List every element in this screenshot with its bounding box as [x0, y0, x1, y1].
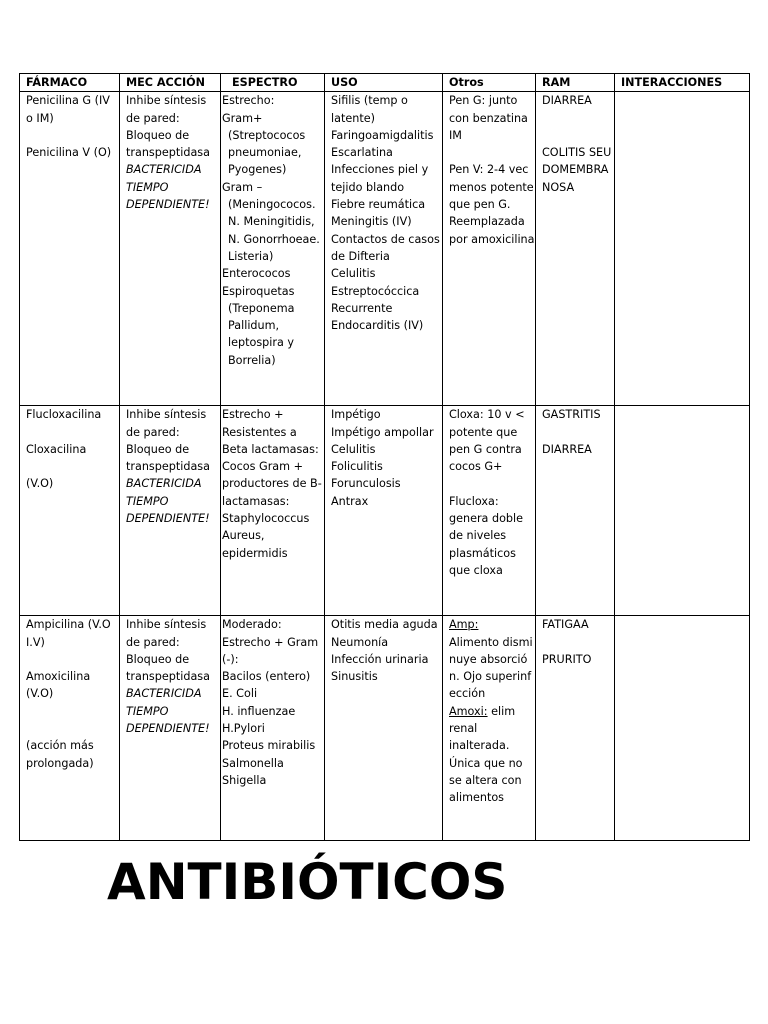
mec-text: Inhibe síntesis de pared: Bloqueo de transpeptidasa: [126, 94, 210, 160]
espectro-line: E. Coli: [222, 687, 258, 701]
espectro-line: Estrecho:: [222, 94, 275, 108]
farmaco-line: [26, 651, 119, 668]
header-uso: USO: [325, 74, 443, 92]
ram-line: GASTRITIS: [542, 408, 601, 422]
farmaco-line: Ampicilina (V.O I.V): [26, 618, 111, 649]
farmaco-line: Flucloxacilina: [26, 408, 102, 422]
uso-line: Fiebre reumática: [331, 198, 426, 212]
ram-line: FATIGAA: [542, 618, 589, 632]
espectro-line: Estrecho + Resistentes a Beta lactamasas:: [222, 408, 319, 456]
cell-interacciones: [615, 92, 750, 406]
ram-line: [542, 634, 614, 651]
otros-amoxi-label: Amoxi:: [449, 704, 488, 718]
ram-line: [542, 424, 614, 441]
otros-amoxi-text: elim renal inalterada. Única que no se altera con alimentos: [449, 704, 523, 805]
farmaco-line: [26, 127, 119, 144]
cell-ram: [536, 92, 615, 406]
cell-mec-accion: [120, 616, 221, 841]
cell-farmaco: [20, 92, 120, 406]
cell-interacciones: [615, 616, 750, 841]
farmaco-line: (V.O): [26, 477, 54, 491]
antibiotics-table: [19, 73, 750, 841]
espectro-line: Gram+: [222, 111, 263, 125]
cell-mec-accion: [120, 406, 221, 616]
espectro-line: Bacilos (entero): [222, 670, 311, 684]
uso-line: Foliculitis: [331, 460, 383, 474]
espectro-line: Staphylococcus Aureus, epidermidis: [222, 512, 310, 560]
cell-espectro: [221, 406, 325, 616]
otros-line: Flucloxa: genera doble de niveles plasmáticos que cloxa: [449, 494, 524, 577]
espectro-line: Enterococos: [222, 267, 291, 281]
espectro-line: (Meningococos. N. Meningitidis, N. Gonorrhoeae. Listeria): [228, 198, 320, 263]
uso-line: Meningitis (IV): [331, 215, 412, 229]
farmaco-line: [26, 703, 119, 720]
header-interacciones: INTERACCIONES: [615, 74, 750, 92]
espectro-line: Proteus mirabilis: [222, 739, 316, 753]
ram-line: [542, 110, 614, 127]
table-body: [20, 92, 750, 841]
otros-line: [449, 475, 535, 492]
cell-espectro: [221, 616, 325, 841]
espectro-line: Shigella: [222, 773, 267, 787]
header-mec-accion: MEC ACCIÓN: [120, 74, 221, 92]
cell-interacciones: [615, 406, 750, 616]
espectro-line: Gram –: [222, 180, 263, 194]
uso-line: Celulitis: [331, 442, 376, 456]
uso-line: Neumonía: [331, 635, 389, 649]
ram-line: PRURITO: [542, 652, 592, 666]
page-title: ANTIBIÓTICOS: [107, 853, 508, 911]
header-farmaco: FÁRMACO: [20, 74, 120, 92]
uso-line: Otitis media aguda: [331, 618, 438, 632]
uso-line: Celulitis Estreptocóccica Recurrente: [331, 267, 420, 315]
uso-line: Infección urinaria: [331, 652, 429, 666]
header-ram: RAM: [536, 74, 615, 92]
espectro-line: Espiroquetas: [222, 284, 295, 298]
cell-espectro: [221, 92, 325, 406]
espectro-line: (Streptococos pneumoniae, Pyogenes): [228, 128, 306, 177]
mec-italic: BACTERICIDA TIEMPO DEPENDIENTE!: [126, 687, 210, 736]
cell-mec-accion: [120, 92, 221, 406]
farmaco-line: Penicilina G (IV o IM): [26, 94, 110, 125]
otros-amp-text: Alimento disminuye absorción. Ojo superinfección: [449, 635, 533, 701]
uso-line: Faringoamigdalitis: [331, 128, 434, 142]
mec-text: Inhibe síntesis de pared: Bloqueo de transpeptidasa: [126, 618, 210, 684]
table-row: [20, 406, 750, 616]
ram-line: DIARREA: [542, 442, 592, 456]
espectro-line: (Treponema Pallidum, leptospira y Borrelia): [228, 301, 295, 367]
otros-line: Pen V: 2-4 vec menos potente que pen G. Reemplazada por amoxicilina: [449, 163, 535, 246]
espectro-line: H.Pylori: [222, 722, 265, 736]
cell-ram: [536, 616, 615, 841]
ram-line: DIARREA: [542, 94, 592, 108]
otros-line: Pen G: junto con benzatina IM: [449, 94, 528, 142]
espectro-line: H. influenzae: [222, 704, 296, 718]
cell-ram: [536, 406, 615, 616]
mec-text: Inhibe síntesis de pared: Bloqueo de transpeptidasa: [126, 408, 210, 474]
mec-italic: BACTERICIDA TIEMPO DEPENDIENTE!: [126, 163, 210, 212]
header-otros: Otros: [443, 74, 536, 92]
farmaco-line: Penicilina V (O): [26, 146, 112, 160]
uso-line: Escarlatina: [331, 146, 393, 160]
uso-line: Contactos de casos de Difteria: [331, 232, 440, 263]
table-row: [20, 92, 750, 406]
farmaco-line: [26, 458, 119, 475]
espectro-line: Moderado:: [222, 618, 282, 632]
cell-uso: [325, 616, 443, 841]
cell-uso: [325, 92, 443, 406]
farmaco-line: Amoxicilina (V.O): [26, 670, 91, 701]
espectro-line: Cocos Gram + productores de B-lactamasas:: [222, 460, 322, 508]
cell-otros: [443, 616, 536, 841]
uso-line: Impétigo: [331, 408, 381, 422]
cell-otros: [443, 406, 536, 616]
cell-otros: [443, 92, 536, 406]
espectro-line: Estrecho + Gram (-):: [222, 635, 319, 666]
ram-line: COLITIS SEUDOMEMBRANOSA: [542, 146, 612, 194]
otros-line: Cloxa: 10 v < potente que pen G contra cocos G+: [449, 408, 525, 474]
uso-line: Sinusitis: [331, 670, 378, 684]
header-espectro: ESPECTRO: [221, 74, 325, 92]
uso-line: Forunculosis: [331, 477, 401, 491]
header-row: [20, 74, 750, 92]
uso-line: Endocarditis (IV): [331, 319, 424, 333]
table-row: [20, 616, 750, 841]
farmaco-line: Cloxacilina: [26, 442, 87, 456]
uso-line: Impétigo ampollar: [331, 425, 434, 439]
cell-uso: [325, 406, 443, 616]
cell-farmaco: [20, 616, 120, 841]
farmaco-line: [26, 424, 119, 441]
table-header: [20, 74, 750, 92]
otros-line: [449, 144, 535, 161]
ram-line: [542, 127, 614, 144]
uso-line: Antrax: [331, 494, 369, 508]
otros-amp-label: Amp:: [449, 618, 479, 632]
uso-line: Infecciones piel y tejido blando: [331, 163, 429, 194]
espectro-line: Salmonella: [222, 756, 284, 770]
mec-italic: BACTERICIDA TIEMPO DEPENDIENTE!: [126, 477, 210, 526]
farmaco-line: [26, 720, 119, 737]
uso-line: Sifilis (temp o latente): [331, 94, 408, 125]
cell-farmaco: [20, 406, 120, 616]
farmaco-line: (acción más prolongada): [26, 739, 94, 770]
